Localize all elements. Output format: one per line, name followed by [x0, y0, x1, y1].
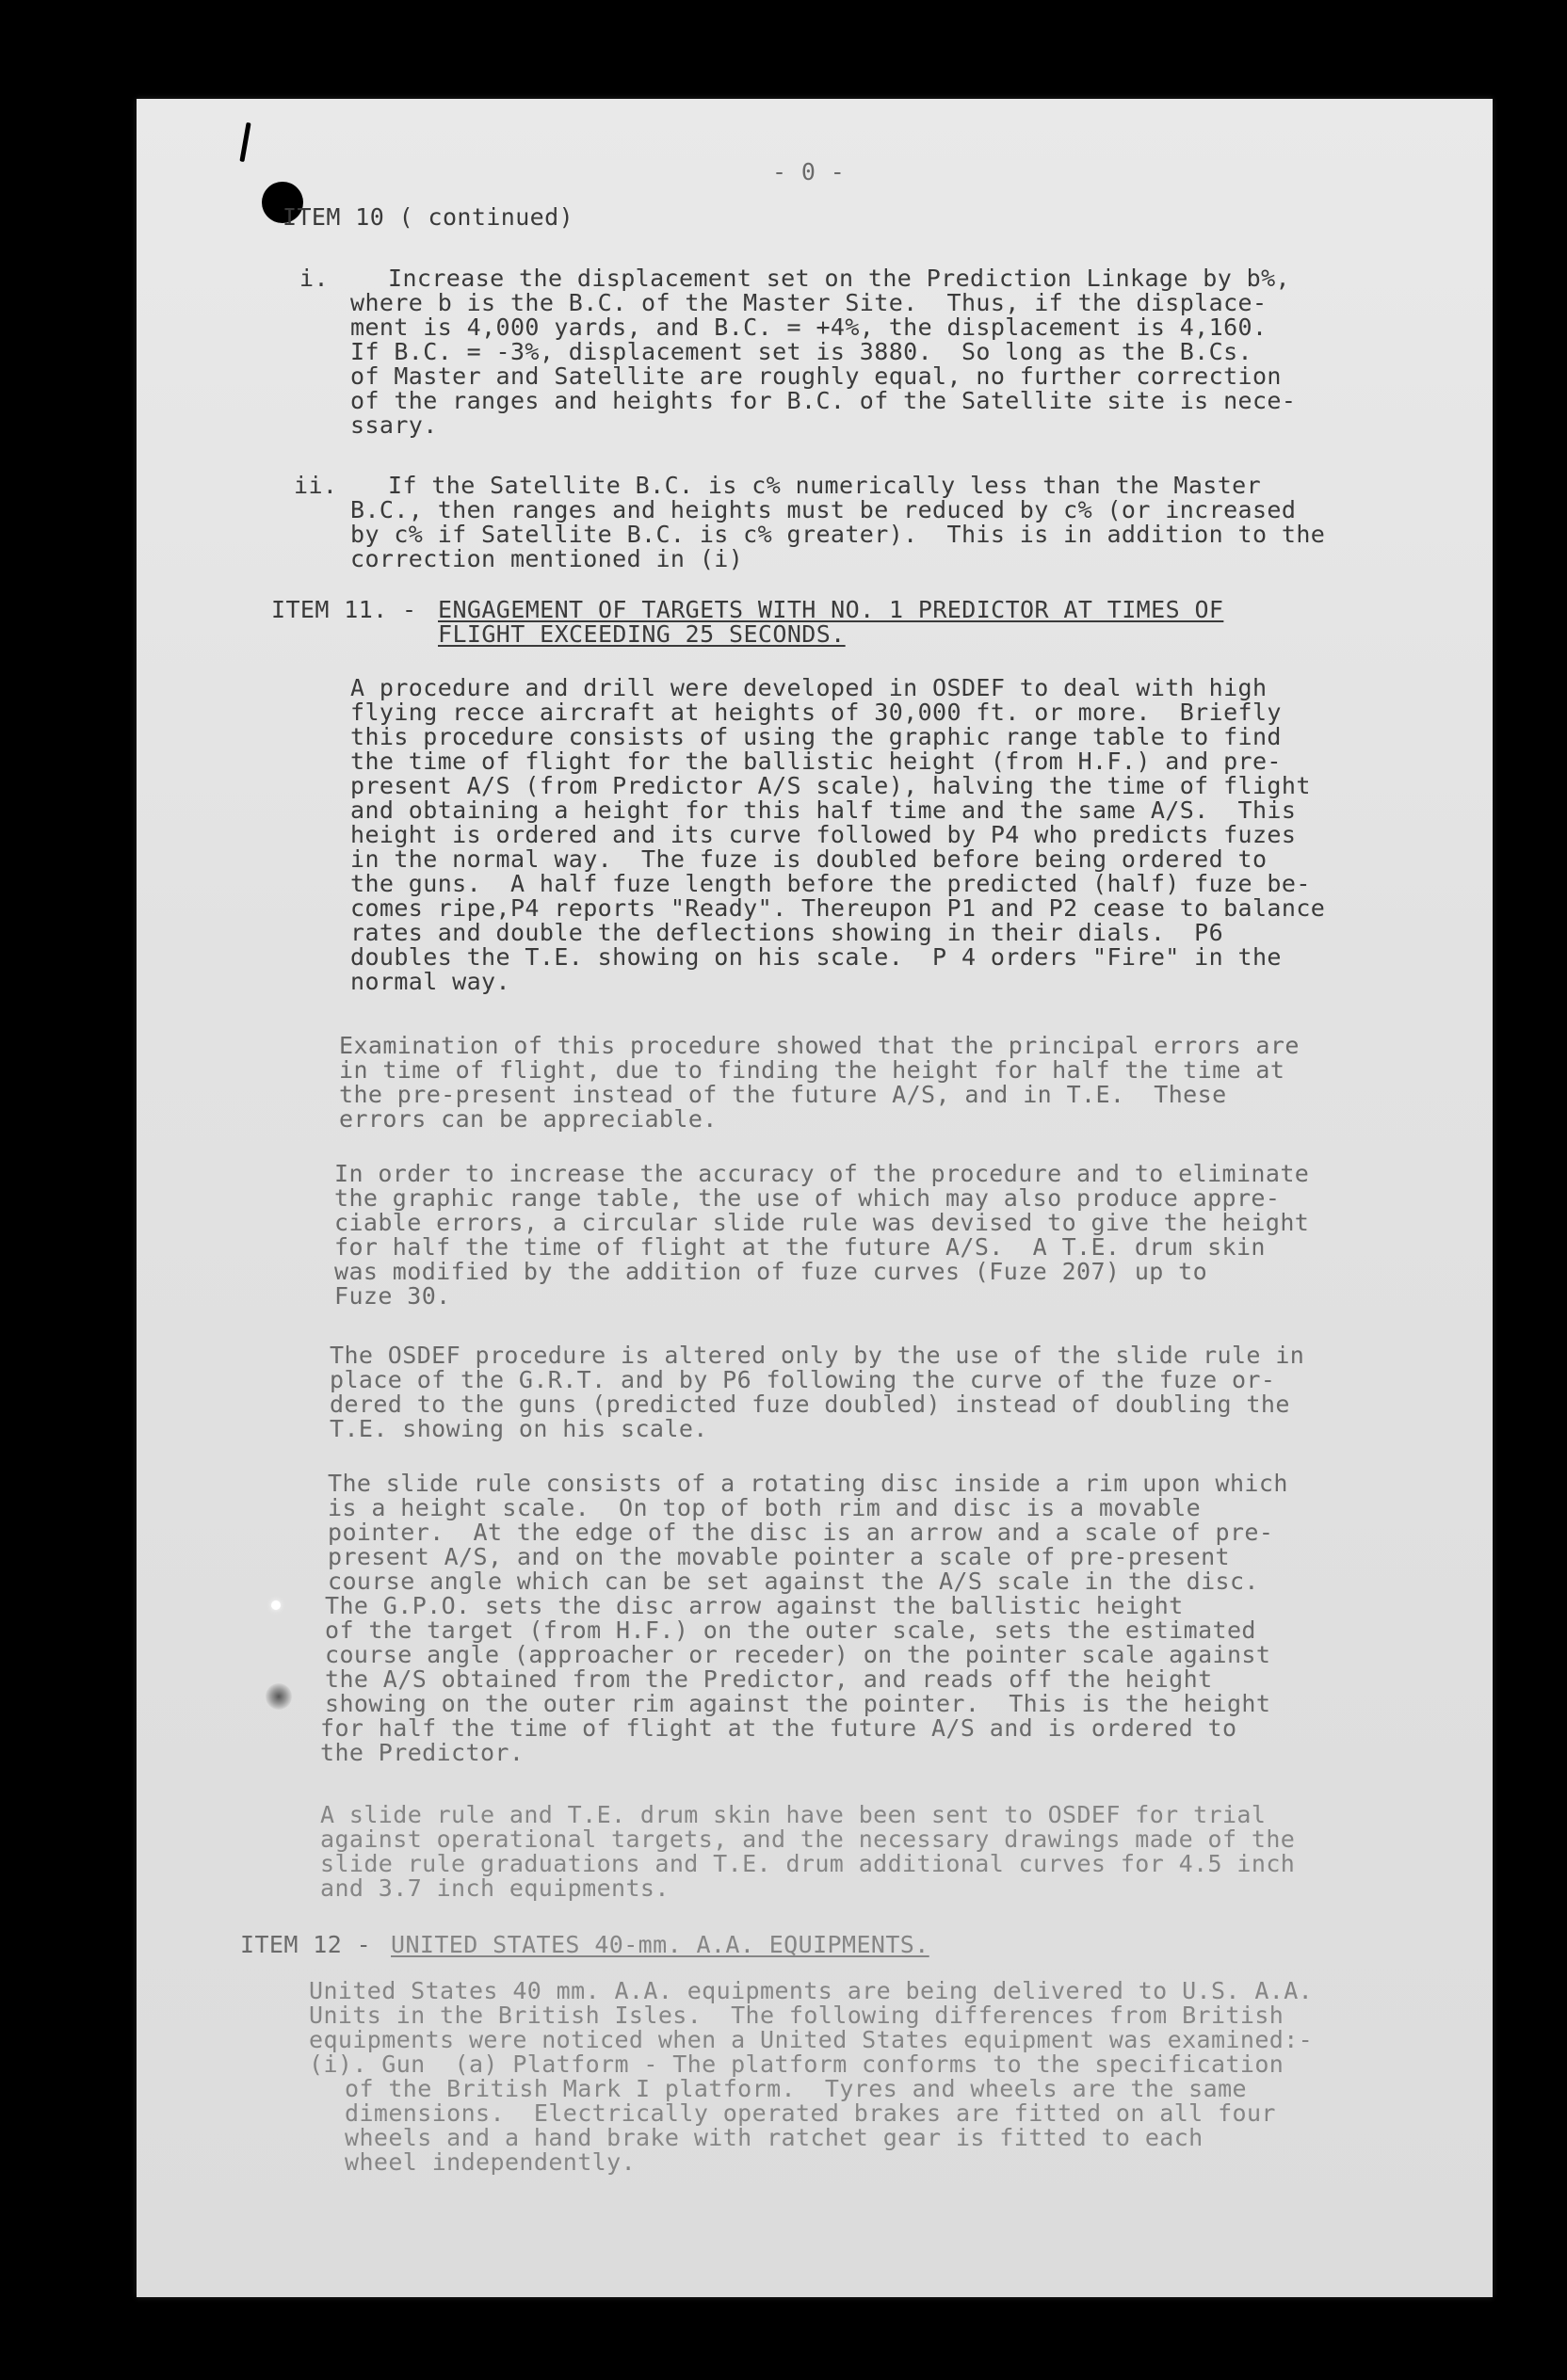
item10-ii-line: by c% if Satellite B.C. is c% greater). This is in addition to the — [350, 521, 1326, 548]
item12-label: ITEM 12 - — [240, 1931, 372, 1958]
paragraph-line: this procedure consists of using the graphic range table to find — [350, 723, 1282, 750]
item10-i-line: where b is the B.C. of the Master Site. Thus, if the displace- — [350, 289, 1268, 316]
item12-line: Units in the British Isles. The following differences from British — [309, 2002, 1284, 2029]
paragraph-line: comes ripe,P4 reports "Ready". Thereupon P1 and P2 cease to balance — [350, 894, 1326, 922]
page-number: - 0 - — [772, 158, 846, 185]
item10-i-line: of the ranges and heights for B.C. of the Satellite site is nece- — [350, 387, 1297, 414]
paragraph-line: for half the time of flight at the future A/S and is ordered to — [320, 1714, 1237, 1742]
paragraph-line: pointer. At the edge of the disc is an arrow and a scale of pre- — [328, 1519, 1274, 1546]
paragraph-line: normal way. — [350, 968, 510, 995]
item10-i-line: Increase the displacement set on the Prediction Linkage by b%, — [388, 265, 1290, 292]
paragraph-line: was modified by the addition of fuze curves (Fuze 207) up to — [334, 1258, 1208, 1285]
paragraph-line: course angle which can be set against the A/S scale in the disc. — [328, 1568, 1259, 1595]
paragraph-line: flying recce aircraft at heights of 30,000 ft. or more. Briefly — [350, 699, 1282, 726]
item12-line: of the British Mark I platform. Tyres and wheels are the same — [345, 2075, 1247, 2102]
item10-ii-label: ii. — [294, 472, 338, 499]
item11-title-line: FLIGHT EXCEEDING 25 SECONDS. — [438, 620, 846, 648]
paragraph-line: and 3.7 inch equipments. — [320, 1874, 670, 1902]
paragraph-line: The OSDEF procedure is altered only by the use of the slide rule in — [330, 1342, 1305, 1369]
paragraph-line: showing on the outer rim against the pointer. This is the height — [325, 1690, 1271, 1717]
paragraph-line: errors can be appreciable. — [339, 1105, 718, 1133]
paragraph-line: ciable errors, a circular slide rule was devised to give the height — [334, 1209, 1310, 1236]
paragraph-line: dered to the guns (predicted fuze doubled) instead of doubling the — [330, 1391, 1290, 1418]
paragraph-line: the A/S obtained from the Predictor, and reads off the height — [325, 1665, 1213, 1693]
paragraph-line: in the normal way. The fuze is doubled before being ordered to — [350, 845, 1268, 873]
paragraph-line: doubles the T.E. showing on his scale. P 4 orders "Fire" in the — [350, 943, 1282, 971]
item10-ii-line: If the Satellite B.C. is c% numerically less than the Master — [388, 472, 1262, 499]
paragraph-line: present A/S, and on the movable pointer a scale of pre-present — [328, 1543, 1230, 1570]
item10-i-label: i. — [299, 265, 329, 292]
paragraph-line: and obtaining a height for this half time and the same A/S. This — [350, 796, 1297, 824]
item11-label: ITEM 11. - — [271, 596, 417, 623]
paragraph-line: of the target (from H.F.) on the outer scale, sets the estimated — [325, 1616, 1256, 1644]
item12-line: wheels and a hand brake with ratchet gear is fitted to each — [345, 2124, 1204, 2151]
item10-i-line: If B.C. = -3%, displacement set is 3880. So long as the B.Cs. — [350, 338, 1252, 365]
item12-title: UNITED STATES 40-mm. A.A. EQUIPMENTS. — [391, 1931, 929, 1958]
paragraph-line: Fuze 30. — [334, 1282, 451, 1310]
item12-line: equipments were noticed when a United States equipment was examined:- — [309, 2026, 1314, 2053]
paragraph-line: present A/S (from Predictor A/S scale), halving the time of flight — [350, 772, 1311, 799]
paragraph-line: slide rule graduations and T.E. drum additional curves for 4.5 inch — [320, 1850, 1296, 1877]
paragraph-line: A procedure and drill were developed in OSDEF to deal with high — [350, 674, 1268, 701]
paragraph-line: A slide rule and T.E. drum skin have been sent to OSDEF for trial — [320, 1801, 1267, 1828]
light-spot — [271, 1600, 281, 1610]
paragraph-line: The G.P.O. sets the disc arrow against the ballistic height — [325, 1592, 1184, 1619]
paragraph-line: the pre-present instead of the future A/S, and in T.E. These — [339, 1081, 1227, 1108]
paragraph-line: In order to increase the accuracy of the procedure and to eliminate — [334, 1160, 1310, 1187]
paragraph-line: the time of flight for the ballistic height (from H.F.) and pre- — [350, 748, 1282, 775]
item12-line: wheel independently. — [345, 2148, 637, 2176]
paragraph-line: the Predictor. — [320, 1739, 525, 1766]
paragraph-line: rates and double the deflections showing in their dials. P6 — [350, 919, 1224, 946]
paragraph-line: for half the time of flight at the future A/S. A T.E. drum skin — [334, 1233, 1266, 1261]
paragraph-line: in time of flight, due to finding the height for half the time at — [339, 1056, 1285, 1084]
paragraph-line: course angle (approacher or receder) on the pointer scale against — [325, 1641, 1271, 1668]
stain-spot — [266, 1683, 292, 1710]
paragraph-line: the guns. A half fuze length before the predicted (half) fuze be- — [350, 870, 1311, 897]
item12-line: dimensions. Electrically operated brakes are fitted on all four — [345, 2099, 1276, 2127]
paragraph-line: The slide rule consists of a rotating disc inside a rim upon which — [328, 1470, 1288, 1497]
paragraph-line: place of the G.R.T. and by P6 following the curve of the fuze or- — [330, 1366, 1276, 1393]
paragraph-line: Examination of this procedure showed that the principal errors are — [339, 1032, 1300, 1059]
paragraph-line: against operational targets, and the necessary drawings made of the — [320, 1825, 1296, 1853]
item12-line: (i). Gun (a) Platform - The platform conforms to the specification — [309, 2050, 1284, 2078]
paragraph-line: T.E. showing on his scale. — [330, 1415, 708, 1442]
item10-i-line: ssary. — [350, 411, 438, 439]
paragraph-line: height is ordered and its curve followed by P4 who predicts fuzes — [350, 821, 1297, 848]
paragraph-line: is a height scale. On top of both rim and disc is a movable — [328, 1494, 1202, 1521]
section-header: ITEM 10 ( continued) — [283, 203, 574, 231]
item11-title-line: ENGAGEMENT OF TARGETS WITH NO. 1 PREDICTOR AT TIMES OF — [438, 596, 1224, 623]
item10-ii-line: correction mentioned in (i) — [350, 545, 744, 572]
item12-line: United States 40 mm. A.A. equipments are being delivered to U.S. A.A. — [309, 1977, 1314, 2004]
item10-i-line: of Master and Satellite are roughly equal, no further correction — [350, 362, 1282, 390]
item10-ii-line: B.C., then ranges and heights must be reduced by c% (or increased — [350, 496, 1297, 523]
item10-i-line: ment is 4,000 yards, and B.C. = +4%, the displacement is 4,160. — [350, 314, 1268, 341]
paragraph-line: the graphic range table, the use of which may also produce appre- — [334, 1184, 1281, 1212]
